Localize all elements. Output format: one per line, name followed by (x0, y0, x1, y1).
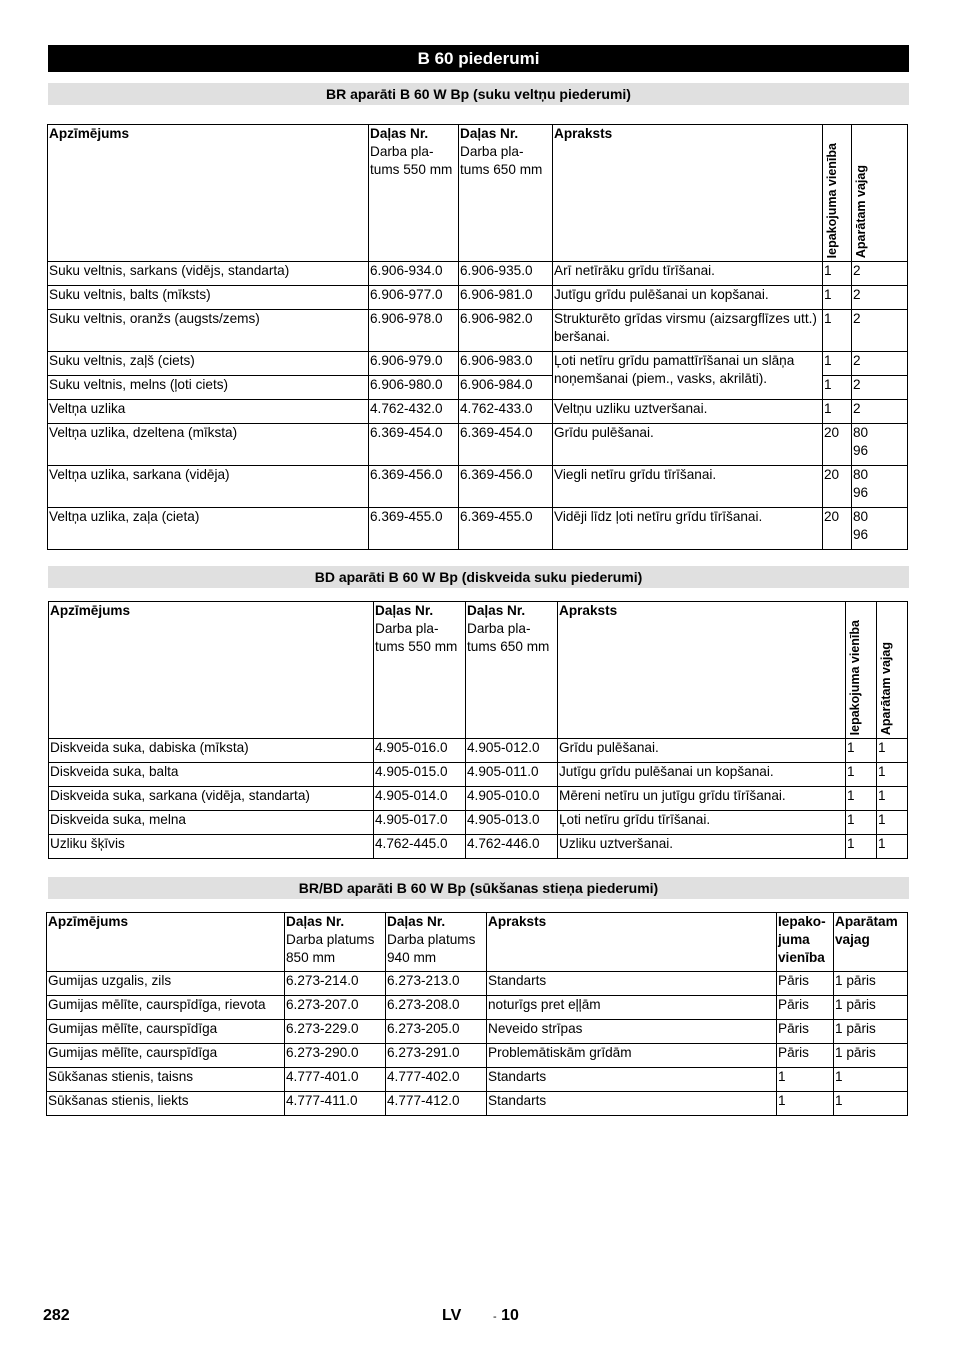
cell-part-1: 4.762-445.0 (374, 835, 466, 859)
cell-unit: 20 (823, 508, 852, 550)
table-squeegee-accessories (46, 912, 908, 1116)
language-code: LV (442, 1307, 462, 1324)
table-row (47, 1068, 908, 1092)
cell-part-2: 6.369-455.0 (459, 508, 553, 550)
header-designation: Apzīmējums (48, 125, 369, 262)
cell-name: Veltņa uzlika, dzeltena (mīksta) (48, 424, 369, 466)
cell-unit: Pāris (777, 1020, 834, 1044)
cell-part-2: 6.369-454.0 (459, 424, 553, 466)
cell-name: Diskveida suka, dabiska (mīksta) (49, 739, 374, 763)
cell-need: 1 pāris (834, 996, 908, 1020)
cell-unit: 1 (846, 835, 877, 859)
table-row (48, 352, 908, 376)
cell-part-2: 4.777-412.0 (386, 1092, 487, 1116)
cell-part-2: 6.273-213.0 (386, 972, 487, 996)
cell-name: Suku veltnis, sarkans (vidējs, standarta) (48, 262, 369, 286)
cell-need: 80 96 (852, 424, 908, 466)
cell-unit: 1 (823, 400, 852, 424)
section-title-bd: BD aparāti B 60 W Bp (diskveida suku piederumi) (48, 566, 909, 588)
cell-need: 1 (834, 1068, 908, 1092)
cell-part-2: 4.762-433.0 (459, 400, 553, 424)
cell-part-2: 4.905-013.0 (466, 811, 558, 835)
cell-part-2: 6.273-205.0 (386, 1020, 487, 1044)
cell-description: Vidēji līdz ļoti netīru grīdu tīrīšanai. (553, 508, 823, 550)
cell-part-1: 6.369-454.0 (369, 424, 459, 466)
table-row (48, 508, 908, 550)
cell-need: 80 96 (852, 508, 908, 550)
cell-part-1: 4.905-014.0 (374, 787, 466, 811)
table-row (49, 787, 908, 811)
sub-page-number: 10 (501, 1307, 519, 1324)
page-title: B 60 piederumi (48, 45, 909, 72)
table-row (47, 996, 908, 1020)
cell-part-1: 6.906-934.0 (369, 262, 459, 286)
header-package-unit: Iepako-juma vienība (777, 913, 834, 972)
cell-description: Neveido strīpas (487, 1020, 777, 1044)
header-part-940: Daļas Nr. Darba platums 940 mm (386, 913, 487, 972)
cell-need: 1 pāris (834, 1020, 908, 1044)
header-package-unit: Iepakojuma vienība (846, 602, 877, 739)
header-part-850: Daļas Nr. Darba platums 850 mm (285, 913, 386, 972)
cell-unit: 1 (846, 811, 877, 835)
cell-part-2: 4.905-012.0 (466, 739, 558, 763)
cell-description: Mēreni netīru un jutīgu grīdu tīrīšanai. (558, 787, 846, 811)
cell-part-1: 4.777-411.0 (285, 1092, 386, 1116)
cell-name: Gumijas mēlīte, caurspīdīga (47, 1044, 285, 1068)
section-title-brbd: BR/BD aparāti B 60 W Bp (sūkšanas stieņa piederumi) (48, 877, 909, 899)
cell-need: 1 (877, 835, 908, 859)
page-number: 282 (43, 1307, 70, 1324)
footer-dash: - (493, 1311, 497, 1323)
cell-need: 1 pāris (834, 1044, 908, 1068)
cell-unit: 1 (823, 376, 852, 400)
cell-description: Strukturēto grīdas virsmu (aizsargflīzes utt.) beršanai. (553, 310, 823, 352)
cell-need: 1 (877, 811, 908, 835)
cell-need: 2 (852, 352, 908, 376)
cell-part-2: 4.762-446.0 (466, 835, 558, 859)
cell-description: Arī netīrāku grīdu tīrīšanai. (553, 262, 823, 286)
cell-need: 2 (852, 286, 908, 310)
cell-need: 1 pāris (834, 972, 908, 996)
cell-need: 2 (852, 400, 908, 424)
table-row (47, 1092, 908, 1116)
cell-name: Suku veltnis, oranžs (augsts/zems) (48, 310, 369, 352)
header-part-550: Daļas Nr. Darba pla-tums 550 mm (369, 125, 459, 262)
header-part-650: Daļas Nr. Darba pla-tums 650 mm (459, 125, 553, 262)
cell-name: Veltņa uzlika (48, 400, 369, 424)
cell-description: Standarts (487, 972, 777, 996)
cell-unit: 1 (777, 1092, 834, 1116)
cell-part-2: 4.905-010.0 (466, 787, 558, 811)
cell-description: Grīdu pulēšanai. (558, 739, 846, 763)
header-device-needs: Aparātam vajag (852, 125, 908, 262)
cell-need: 80 96 (852, 466, 908, 508)
cell-unit: 1 (846, 739, 877, 763)
cell-need: 1 (834, 1092, 908, 1116)
table-row (48, 310, 908, 352)
cell-name: Uzliku šķīvis (49, 835, 374, 859)
cell-unit: Pāris (777, 972, 834, 996)
cell-description: Veltņu uzliku uztveršanai. (553, 400, 823, 424)
cell-name: Gumijas mēlīte, caurspīdīga, rievota (47, 996, 285, 1020)
cell-part-1: 6.906-980.0 (369, 376, 459, 400)
cell-unit: Pāris (777, 1044, 834, 1068)
cell-description: Problemātiskām grīdām (487, 1044, 777, 1068)
section-title-br: BR aparāti B 60 W Bp (suku veltņu piederumi) (48, 83, 909, 105)
table-br-accessories (47, 124, 908, 550)
cell-part-2: 6.906-984.0 (459, 376, 553, 400)
cell-part-2: 6.906-982.0 (459, 310, 553, 352)
cell-part-2: 4.777-402.0 (386, 1068, 487, 1092)
cell-part-2: 6.369-456.0 (459, 466, 553, 508)
cell-name: Gumijas mēlīte, caurspīdīga (47, 1020, 285, 1044)
cell-description: Ļoti netīru grīdu tīrīšanai. (558, 811, 846, 835)
header-description: Apraksts (558, 602, 846, 739)
table-bd-accessories (48, 601, 908, 859)
cell-part-1: 4.905-016.0 (374, 739, 466, 763)
cell-name: Diskveida suka, balta (49, 763, 374, 787)
cell-part-1: 4.905-015.0 (374, 763, 466, 787)
table-row (48, 400, 908, 424)
cell-part-2: 6.906-983.0 (459, 352, 553, 376)
cell-name: Veltņa uzlika, sarkana (vidēja) (48, 466, 369, 508)
table-row (48, 466, 908, 508)
cell-name: Veltņa uzlika, zaļa (cieta) (48, 508, 369, 550)
cell-description: Uzliku uztveršanai. (558, 835, 846, 859)
header-designation: Apzīmējums (49, 602, 374, 739)
cell-name: Gumijas uzgalis, zils (47, 972, 285, 996)
cell-description: Viegli netīru grīdu tīrīšanai. (553, 466, 823, 508)
cell-name: Sūkšanas stienis, liekts (47, 1092, 285, 1116)
cell-part-1: 4.777-401.0 (285, 1068, 386, 1092)
table-row (49, 739, 908, 763)
table-row (48, 286, 908, 310)
cell-part-1: 4.762-432.0 (369, 400, 459, 424)
cell-name: Suku veltnis, melns (ļoti ciets) (48, 376, 369, 400)
cell-part-2: 6.906-981.0 (459, 286, 553, 310)
cell-part-1: 6.369-456.0 (369, 466, 459, 508)
header-designation: Apzīmējums (47, 913, 285, 972)
header-device-needs: Aparātam vajag (834, 913, 908, 972)
cell-part-1: 6.906-977.0 (369, 286, 459, 310)
cell-need: 2 (852, 262, 908, 286)
cell-need: 2 (852, 376, 908, 400)
cell-name: Diskveida suka, melna (49, 811, 374, 835)
header-part-550: Daļas Nr. Darba pla-tums 550 mm (374, 602, 466, 739)
table-row (47, 1044, 908, 1068)
cell-part-1: 6.273-214.0 (285, 972, 386, 996)
cell-description: Standarts (487, 1092, 777, 1116)
header-description: Apraksts (553, 125, 823, 262)
table-row (47, 972, 908, 996)
cell-part-2: 6.273-291.0 (386, 1044, 487, 1068)
cell-unit: 1 (846, 763, 877, 787)
cell-unit: Pāris (777, 996, 834, 1020)
header-package-unit: Iepakojuma vienība (823, 125, 852, 262)
cell-name: Sūkšanas stienis, taisns (47, 1068, 285, 1092)
cell-unit: 1 (823, 286, 852, 310)
cell-need: 1 (877, 763, 908, 787)
table-header-row (49, 602, 908, 739)
header-device-needs: Aparātam vajag (877, 602, 908, 739)
cell-unit: 20 (823, 466, 852, 508)
cell-part-1: 6.906-978.0 (369, 310, 459, 352)
table-header-row (47, 913, 908, 972)
cell-unit: 1 (823, 310, 852, 352)
cell-need: 1 (877, 739, 908, 763)
cell-unit: 1 (823, 262, 852, 286)
cell-name: Diskveida suka, sarkana (vidēja, standarta) (49, 787, 374, 811)
table-row (49, 763, 908, 787)
cell-unit: 1 (777, 1068, 834, 1092)
header-part-650: Daļas Nr. Darba pla-tums 650 mm (466, 602, 558, 739)
cell-name: Suku veltnis, balts (mīksts) (48, 286, 369, 310)
cell-part-1: 6.369-455.0 (369, 508, 459, 550)
cell-name: Suku veltnis, zaļš (ciets) (48, 352, 369, 376)
cell-unit: 20 (823, 424, 852, 466)
table-row (48, 262, 908, 286)
table-row (47, 1020, 908, 1044)
table-header-row (48, 125, 908, 262)
cell-description: Jutīgu grīdu pulēšanai un kopšanai. (558, 763, 846, 787)
cell-description: Ļoti netīru grīdu pamattīrīšanai un slāņa noņemšanai (piem., vasks, akrilāti). (553, 352, 823, 400)
cell-description: Grīdu pulēšanai. (553, 424, 823, 466)
cell-part-1: 6.906-979.0 (369, 352, 459, 376)
cell-description: Jutīgu grīdu pulēšanai un kopšanai. (553, 286, 823, 310)
cell-part-1: 6.273-290.0 (285, 1044, 386, 1068)
header-description: Apraksts (487, 913, 777, 972)
table-row (48, 424, 908, 466)
cell-part-2: 6.273-208.0 (386, 996, 487, 1020)
cell-part-1: 4.905-017.0 (374, 811, 466, 835)
table-row (49, 811, 908, 835)
cell-need: 1 (877, 787, 908, 811)
cell-part-1: 6.273-207.0 (285, 996, 386, 1020)
table-row (49, 835, 908, 859)
cell-part-2: 6.906-935.0 (459, 262, 553, 286)
cell-unit: 1 (846, 787, 877, 811)
cell-unit: 1 (823, 352, 852, 376)
cell-part-1: 6.273-229.0 (285, 1020, 386, 1044)
sub-page-label (493, 1307, 519, 1325)
cell-part-2: 4.905-011.0 (466, 763, 558, 787)
cell-need: 2 (852, 310, 908, 352)
cell-description: Standarts (487, 1068, 777, 1092)
cell-description: noturīgs pret eļļām (487, 996, 777, 1020)
